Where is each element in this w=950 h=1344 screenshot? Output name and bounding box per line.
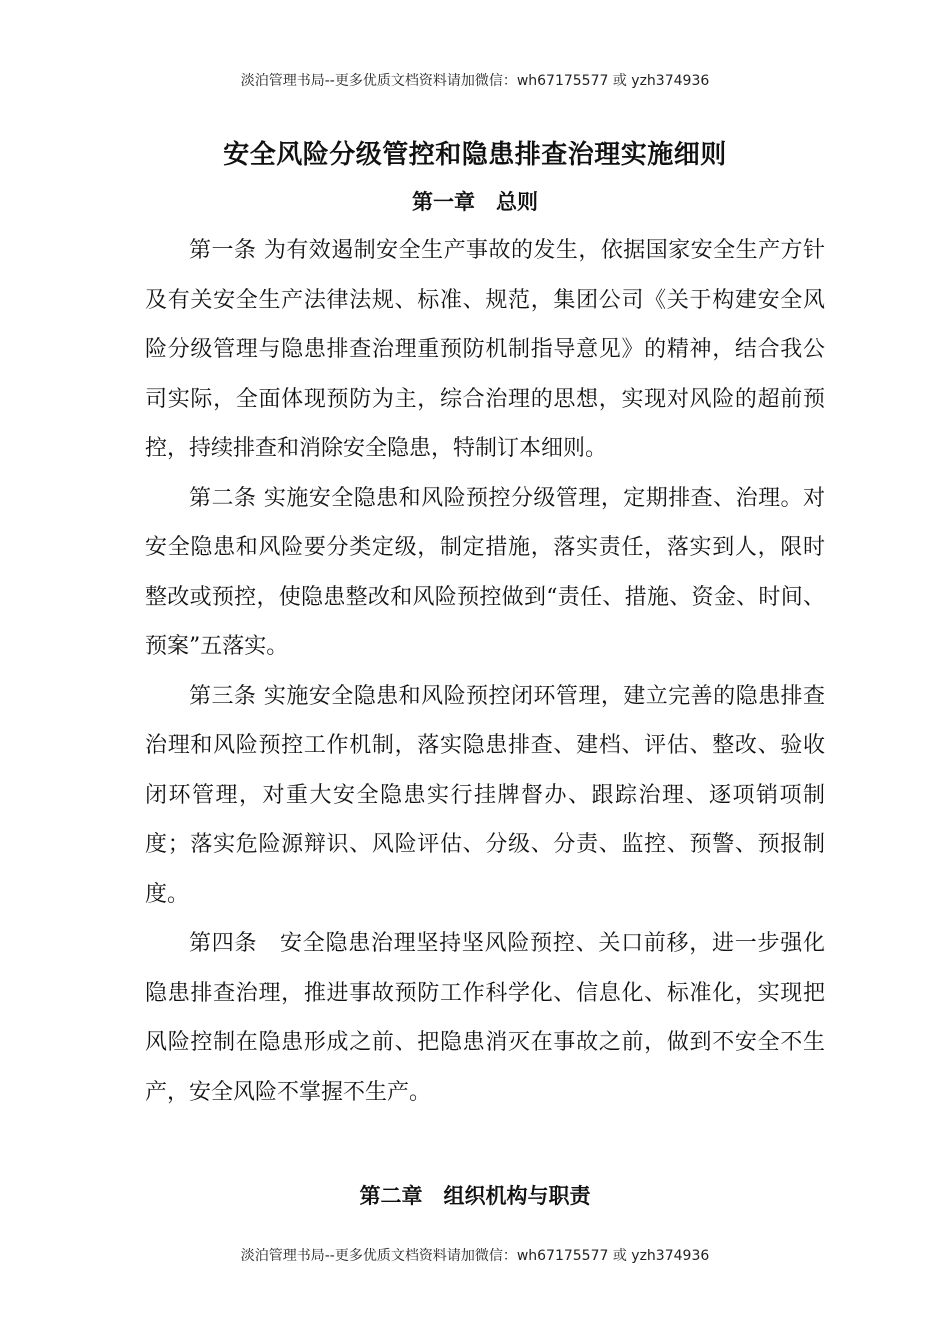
article-label: 第二条 [189,485,264,511]
article-paragraph [145,919,825,1117]
article-paragraph [145,474,825,672]
article-text: 实施安全隐患和风险预控闭环管理，建立完善的隐患排查治理和风险预控工作机制，落实隐患排查、建档、评估、整改、验收闭环管理，对重大安全隐患实行挂牌督办、跟踪治理、逐项销项制度；落实危险源辩识、风险评估、分级、分责、监控、预警、预报制度。 [145,683,825,907]
article-text: 安全隐患治理坚持坚风险预控、关口前移，进一步强化隐患排查治理，推进事故预防工作科学化、信息化、标准化，实现把风险控制在隐患形成之前、把隐患消灭在事故之前，做到不安全不生产，安全风险不掌握不生产。 [145,931,825,1105]
document-body [145,226,825,1117]
page-footer: 淡泊管理书局--更多优质文档资料请加微信：wh67175577 或 yzh374936 [240,1248,710,1264]
chapter-heading: 第二章 组织机构与职责 [359,1183,591,1208]
article-text: 为有效遏制安全生产事故的发生，依据国家安全生产方针及有关安全生产法律法规、标准、规范，集团公司《关于构建安全风险分级管理与隐患排查治理重预防机制指导意见》的精神，结合我公司实际，全面体现预防为主，综合治理的思想，实现对风险的超前预控，持续排查和消除安全隐患，特制订本细则。 [145,238,825,461]
article-label: 第三条 [189,683,264,709]
article-label: 第一条 [189,238,264,263]
document-title: 安全风险分级管控和隐患排查治理实施细则 [223,140,727,170]
chapter-heading: 第一章 总则 [412,189,538,214]
article-paragraph [145,226,825,474]
article-text: 实施安全隐患和风险预控分级管理，定期排查、治理。对安全隐患和风险要分类定级，制定措施，落实责任，落实到人，限时整改或预控，使隐患整改和风险预控做到“责任、措施、资金、时间、预案”五落实。 [145,485,825,659]
page-header: 淡泊管理书局--更多优质文档资料请加微信：wh67175577 或 yzh374936 [240,73,710,89]
article-label: 第四条 [189,931,280,956]
article-paragraph [145,672,825,920]
